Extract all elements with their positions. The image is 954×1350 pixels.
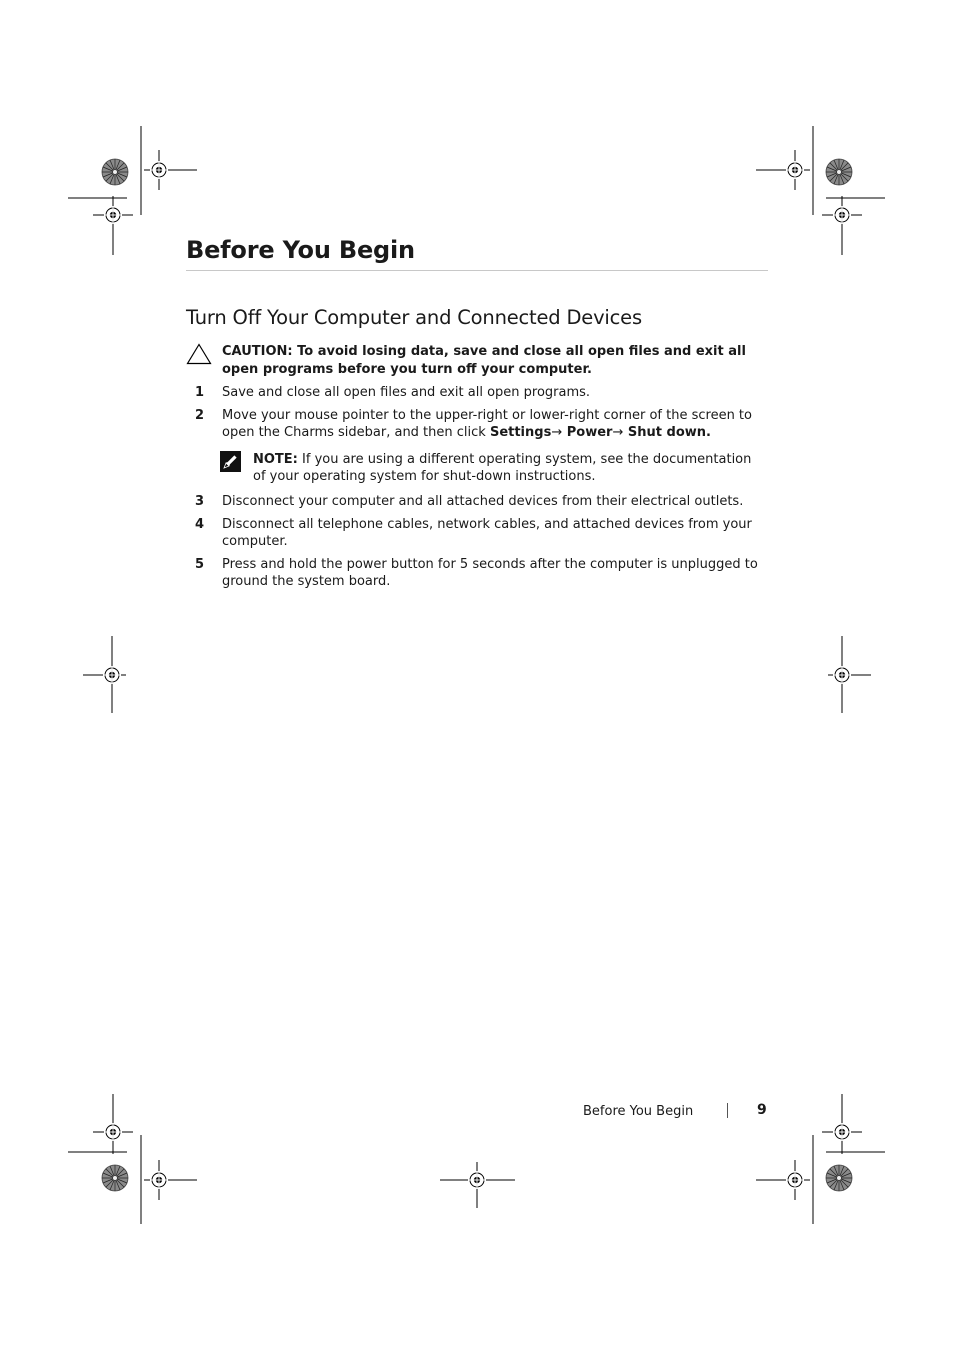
caution-triangle-icon xyxy=(186,343,212,365)
title-divider xyxy=(186,270,768,271)
step-number: 5 xyxy=(195,557,205,572)
step-text: Disconnect all telephone cables, network cables, and attached devices from your computer. xyxy=(222,517,752,549)
step-text-lead: Move your mouse pointer to the upper-right or lower-right corner of the screen to open the Charms sidebar, and then click xyxy=(222,408,752,440)
footer-separator xyxy=(727,1103,728,1118)
step-number: 4 xyxy=(195,517,205,532)
step-number: 1 xyxy=(195,385,205,400)
step-number: 3 xyxy=(195,494,205,509)
step-text xyxy=(222,407,768,441)
step-text: Save and close all open files and exit all open programs. xyxy=(222,385,591,400)
settings-label: Settings xyxy=(489,425,552,440)
note-body: If you are using a different operating system, see the documentation of your operating system for shut-down instructions. xyxy=(253,452,752,484)
power-label: Power xyxy=(562,425,613,440)
step-text: Press and hold the power button for 5 seconds after the computer is unplugged to ground the system board. xyxy=(222,557,758,589)
step-number: 2 xyxy=(195,408,205,423)
chapter-title: Before You Begin xyxy=(186,236,415,264)
arrow-icon: → xyxy=(612,425,624,440)
section-title: Turn Off Your Computer and Connected Devices xyxy=(186,306,642,329)
note-pencil-icon xyxy=(220,451,241,472)
step-text: Disconnect your computer and all attached devices from their electrical outlets. xyxy=(222,494,744,509)
note-label: NOTE: xyxy=(253,452,298,467)
note-text xyxy=(253,451,768,485)
page-number: 9 xyxy=(757,1102,767,1118)
shut-down-label: Shut down. xyxy=(623,425,711,440)
arrow-icon: → xyxy=(551,425,563,440)
footer-section-label: Before You Begin xyxy=(583,1104,694,1119)
caution-text: CAUTION: To avoid losing data, save and close all open files and exit all open programs before you turn off your computer. xyxy=(222,344,746,377)
